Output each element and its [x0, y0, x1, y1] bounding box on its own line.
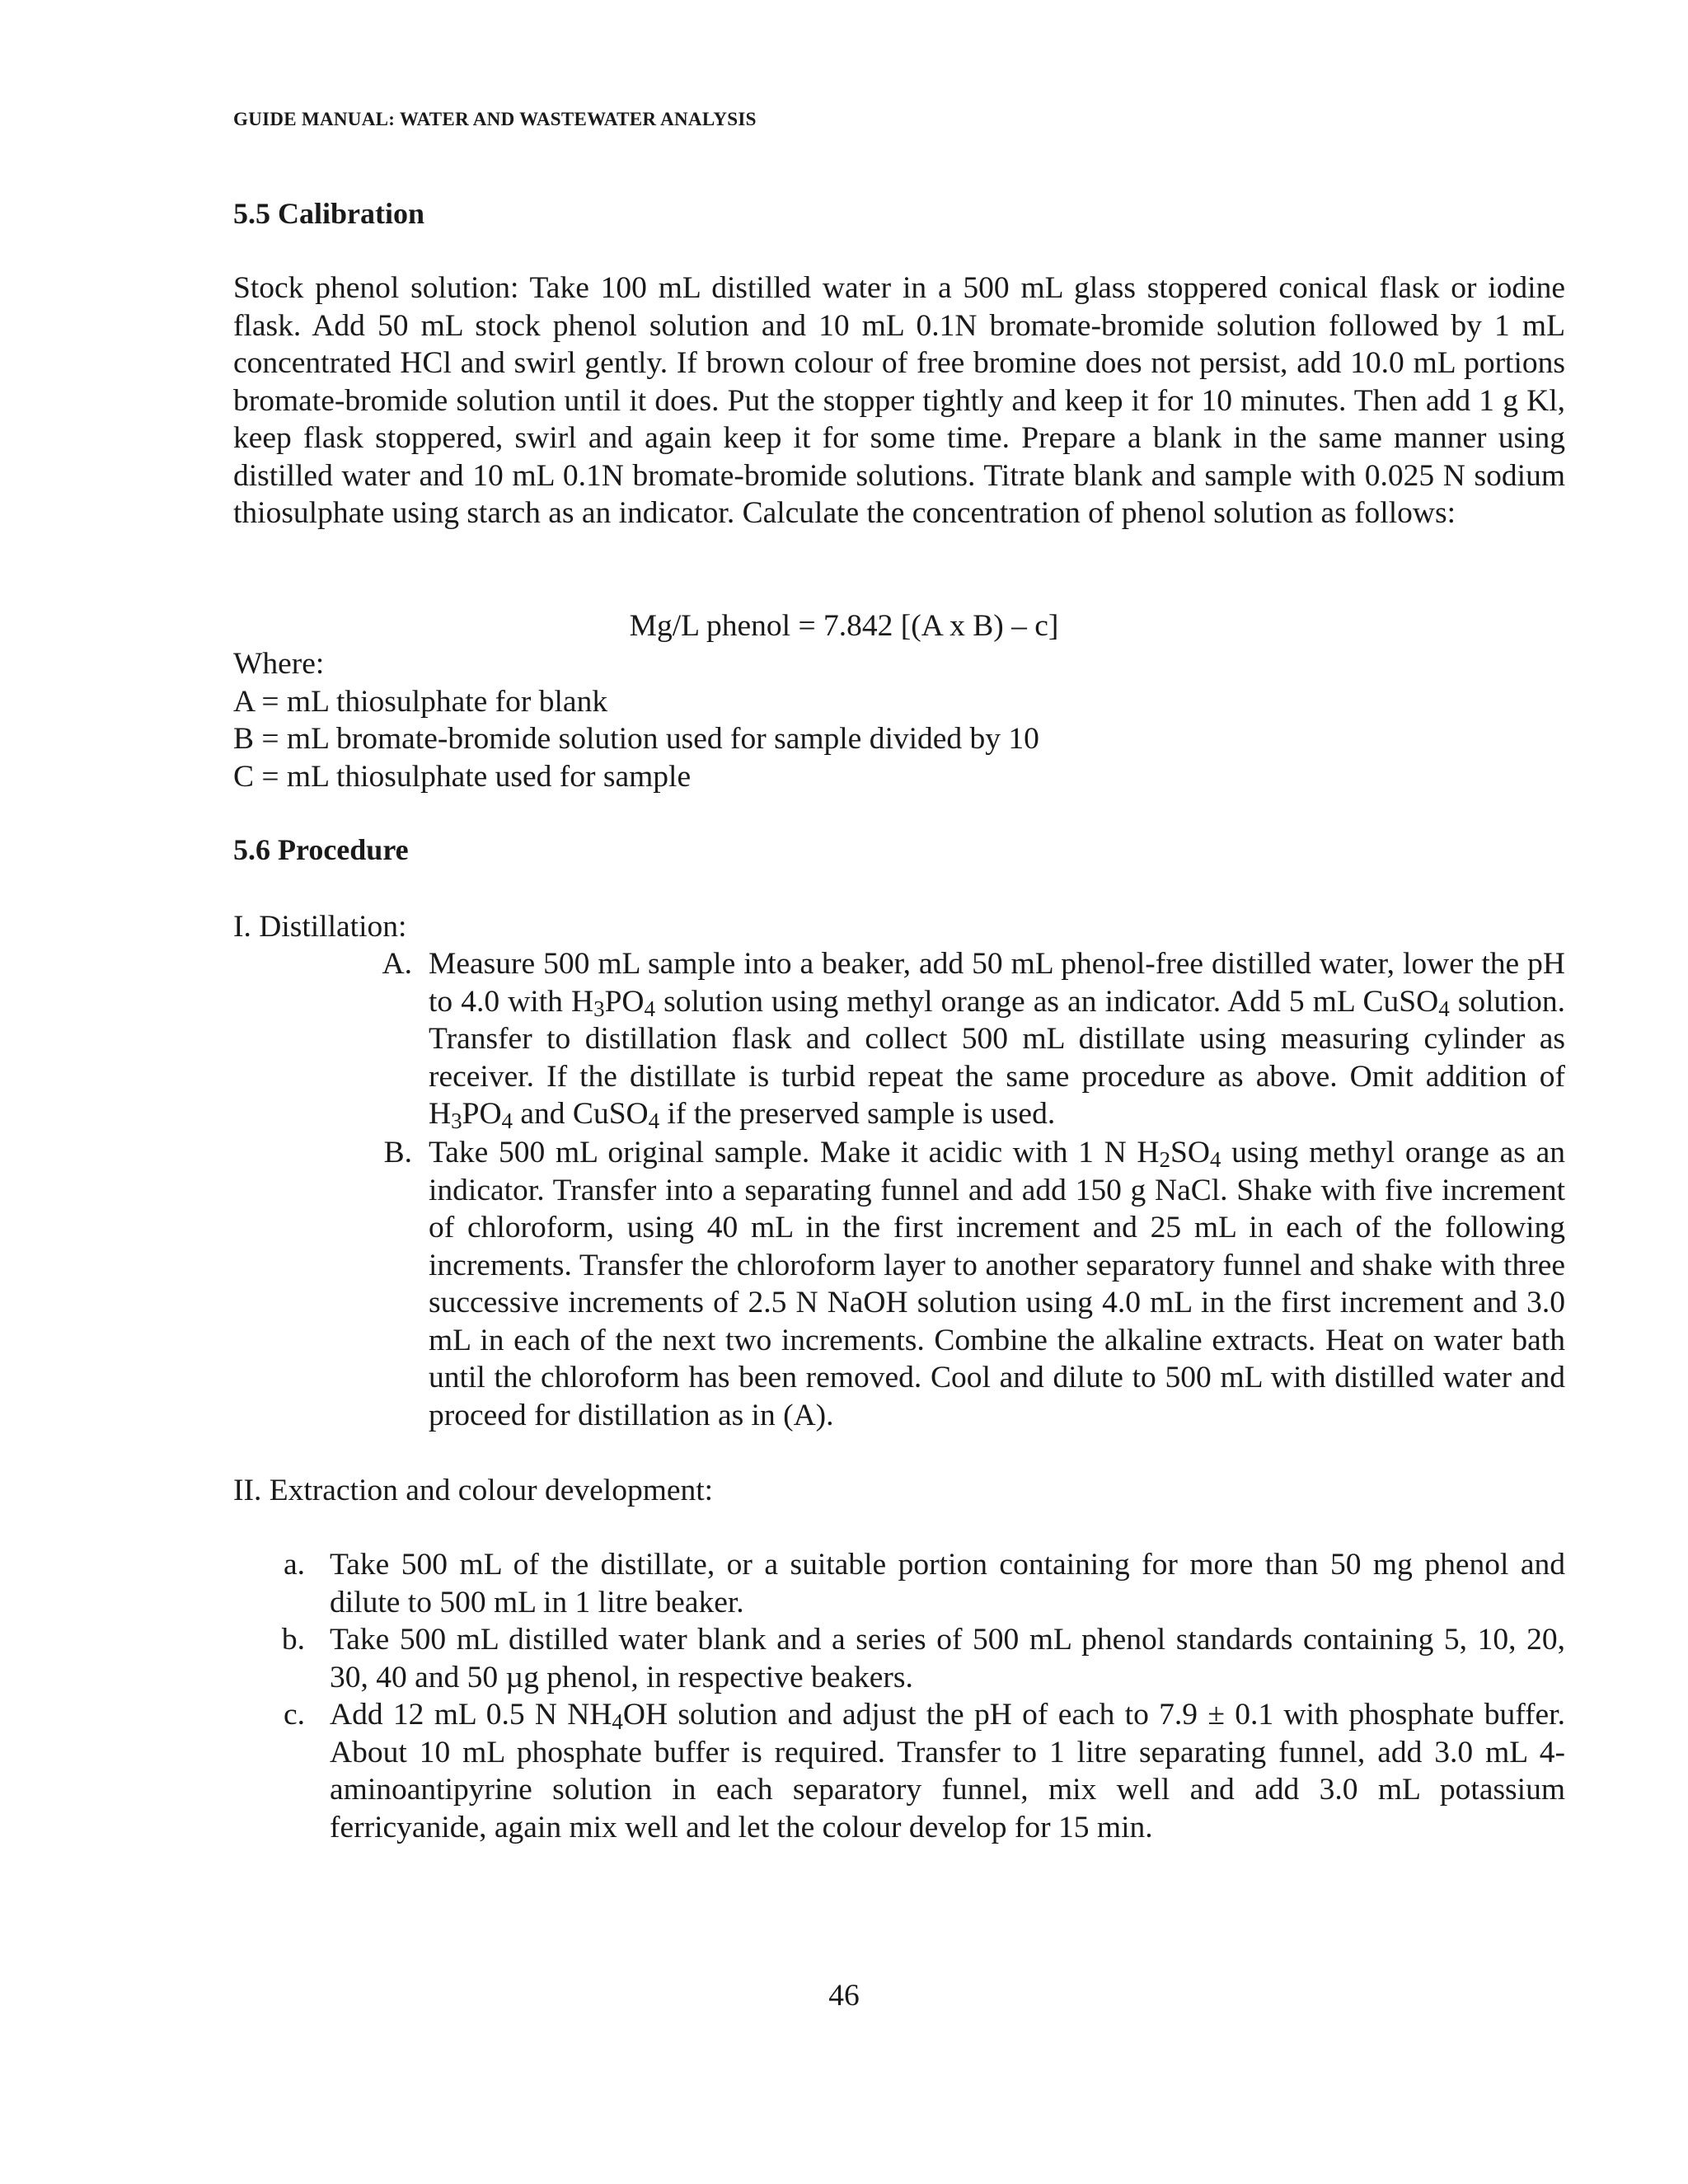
list-marker: A. [382, 947, 412, 981]
list-marker: B. [383, 1136, 412, 1169]
distillation-step-a: Measure 500 mL sample into a beaker, add 50 mL phenol-free distilled water, lower the pH to 4.0 with $H_3PO_4$ solution using methyl orange as an indicator. Add 5 mL CuSO$_4$ solution. Transfer to distillation flask and collect 500 mL distillate using measuring cylinder as receiver. If the distillate is turbid repeat the same procedure as above. Omit addition of $H_3PO_4$ and CuSO$_4$ if the preserved sample is used. [429, 947, 1566, 1133]
calibration-paragraph: Stock phenol solution: Take 100 mL distilled water in a 500 mL glass stoppered conical flask or iodine flask. Add 50 mL stock phenol solution and 10 mL 0.1N bromate-bromide solution followed by 1 mL concentrated HCl and swirl gently. If brown colour of free bromine does not persist, add 10.0 mL portions bromate-bromide solution until it does. Put the stopper tightly and keep it for 10 minutes. Then add 1 g Kl, keep flask stoppered, swirl and again keep it for some time. Prepare a blank in the same manner using distilled water and 10 mL 0.1N bromate-bromide solutions. Titrate blank and sample with 0.025 N sodium thiosulphate using starch as an indicator. Calculate the concentration of phenol solution as follows: [233, 271, 1565, 530]
distillation-title: I. Distillation: [233, 910, 407, 944]
definition-a: A = mL thiosulphate for blank [233, 685, 608, 719]
definition-b: B = mL bromate-bromide solution used for sample divided by 10 [233, 722, 1039, 756]
section-heading-calibration: 5.5 Calibration [233, 197, 425, 230]
phenol-formula: Mg/L phenol = 7.842 [(A x B) – c] [629, 609, 1059, 643]
extraction-step-b: Take 500 mL distilled water blank and a series of 500 mL phenol standards containing 5, 10, 20, 30, 40 and 50 µg phenol, in respective beakers. [330, 1623, 1565, 1694]
definition-c: C = mL thiosulphate used for sample [233, 760, 692, 794]
section-heading-procedure: 5.6 Procedure [233, 833, 409, 866]
extraction-step-c: Add 12 mL 0.5 N $NH_4OH$ solution and adjust the pH of each to 7.9 ± 0.1 with phosphate buffer. About 10 mL phosphate buffer is required. Transfer to 1 litre separating funnel, add 3.0 mL 4-aminoantipyrine solution in each separatory funnel, mix well and add 3.0 mL potassium ferricyanide, again mix well and let the colour develop for 15 min. [330, 1698, 1565, 1844]
page-number: 46 [828, 1979, 860, 2013]
extraction-step-a: Take 500 mL of the distillate, or a suitable portion containing for more than 50 mg phenol and dilute to 500 mL in 1 litre beaker. [330, 1548, 1565, 1619]
extraction-title: II. Extraction and colour development: [233, 1474, 714, 1507]
where-label: Where: [233, 647, 325, 681]
list-marker: a. [283, 1548, 305, 1582]
list-marker: b. [281, 1623, 305, 1657]
distillation-step-b: Take 500 mL original sample. Make it acidic with 1 N $H_2SO_4$ using methyl orange as an indicator. Transfer into a separating funnel and add 150 g NaCl. Shake with five increment of chloroform, using 40 mL in the first increment and 25 mL in each of the following increments. Transfer the chloroform layer to another separatory funnel and shake with three successive increments of 2.5 N NaOH solution using 4.0 mL in the first increment and 3.0 mL in each of the next two increments. Combine the alkaline extracts. Heat on water bath until the chloroform has been removed. Cool and dilute to 500 mL with distilled water and proceed for distillation as in (A). [429, 1136, 1565, 1432]
list-marker: c. [283, 1698, 305, 1732]
running-header: GUIDE MANUAL: WATER AND WASTEWATER ANALYSIS [233, 109, 757, 129]
